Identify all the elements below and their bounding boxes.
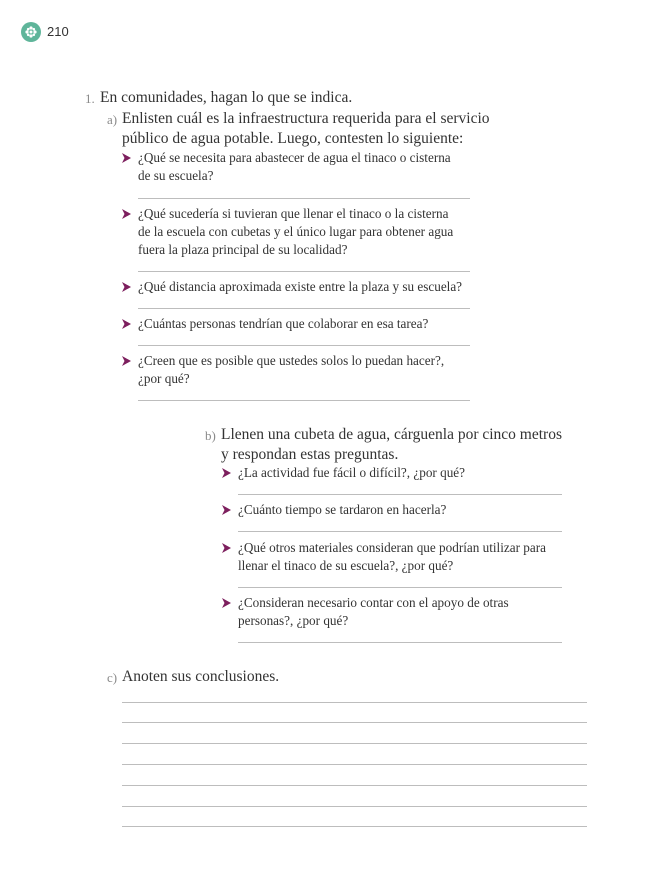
answer-line[interactable] [138, 198, 470, 199]
question-a5-line-2: ¿por qué? [138, 371, 190, 386]
question-a2-line-3: fuera la plaza principal de su localidad? [138, 242, 348, 257]
answer-line[interactable] [138, 271, 470, 272]
question-a5-line-1: ¿Creen que es posible que ustedes solos lo puedan hacer?, [138, 353, 445, 368]
page-number: 210 [47, 24, 69, 39]
bullet-arrow-icon [122, 319, 132, 331]
section-a-line-2: público de agua potable. Luego, contesten lo siguiente: [122, 130, 464, 147]
answer-line[interactable] [238, 587, 562, 588]
bullet-arrow-icon [222, 505, 232, 517]
conclusion-line[interactable] [122, 722, 587, 723]
answer-line[interactable] [238, 494, 562, 495]
question-b3-line-2: llenar el tinaco de su escuela?, ¿por qué? [238, 558, 454, 573]
conclusion-line[interactable] [122, 785, 587, 786]
question-a2-line-2: de la escuela con cubetas y el único lugar para obtener agua [138, 224, 454, 239]
bullet-arrow-icon [122, 153, 132, 165]
bullet-arrow-icon [222, 543, 232, 555]
item-instruction: En comunidades, hagan lo que se indica. [100, 89, 353, 106]
question-b4-line-1: ¿Consideran necesario contar con el apoyo de otras [238, 595, 509, 610]
question-a1-line-2: de su escuela? [138, 168, 214, 183]
conclusion-line[interactable] [122, 743, 587, 744]
section-b-letter: b) [205, 428, 216, 443]
section-a-letter: a) [107, 112, 118, 127]
answer-line[interactable] [238, 642, 562, 643]
question-b3-line-1: ¿Qué otros materiales consideran que podrían utilizar para [238, 540, 546, 555]
page-badge-icon [21, 22, 41, 42]
bullet-arrow-icon [122, 282, 132, 294]
conclusion-line[interactable] [122, 826, 587, 827]
section-b-line-1: Llenen una cubeta de agua, cárguenla por cinco metros [221, 426, 562, 443]
flower-icon [24, 25, 38, 39]
answer-line[interactable] [138, 308, 470, 309]
bullet-arrow-icon [122, 356, 132, 368]
section-a-line-1: Enlisten cuál es la infraestructura requerida para el servicio [122, 110, 490, 127]
section-b-line-2: y respondan estas preguntas. [221, 446, 399, 463]
answer-line[interactable] [138, 345, 470, 346]
conclusion-line[interactable] [122, 702, 587, 703]
question-b1-line-1: ¿La actividad fue fácil o difícil?, ¿por qué? [238, 465, 466, 480]
section-c-letter: c) [107, 670, 118, 685]
bullet-arrow-icon [222, 468, 232, 480]
conclusion-line[interactable] [122, 806, 587, 807]
question-a1-line-1: ¿Qué se necesita para abastecer de agua el tinaco o cisterna [138, 150, 451, 165]
conclusion-line[interactable] [122, 764, 587, 765]
question-a3-line-1: ¿Qué distancia aproximada existe entre la plaza y su escuela? [138, 279, 463, 294]
question-b2-line-1: ¿Cuánto tiempo se tardaron en hacerla? [238, 502, 447, 517]
question-a4-line-1: ¿Cuántas personas tendrían que colaborar en esa tarea? [138, 316, 429, 331]
question-a2-line-1: ¿Qué sucedería si tuvieran que llenar el tinaco o la cisterna [138, 206, 449, 221]
bullet-arrow-icon [222, 598, 232, 610]
bullet-arrow-icon [122, 209, 132, 221]
question-b4-line-2: personas?, ¿por qué? [238, 613, 349, 628]
answer-line[interactable] [238, 531, 562, 532]
item-number: 1. [85, 91, 95, 106]
section-c-text: Anoten sus conclusiones. [122, 668, 280, 685]
answer-line[interactable] [138, 400, 470, 401]
